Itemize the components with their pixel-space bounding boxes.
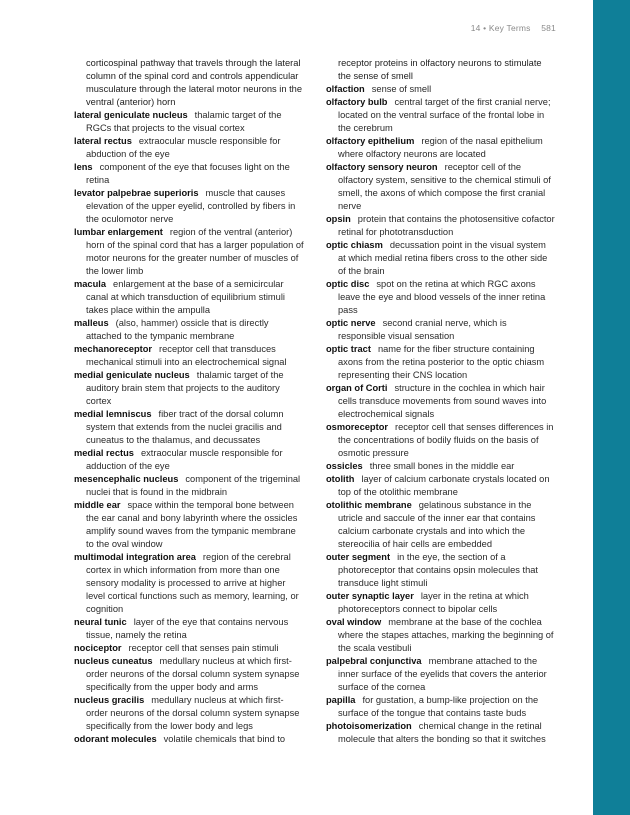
glossary-definition: (also, hammer) ossicle that is directly attached to the tympanic membrane [86,318,269,341]
glossary-definition: membrane attached to the inner surface of the eyelids that covers the anterior surface of the cornea [338,656,547,692]
glossary-entry [74,135,304,161]
glossary-definition: layer of the eye that contains nervous tissue, namely the retina [86,617,289,640]
glossary-definition: for gustation, a bump-like projection on the surface of the tongue that contains taste buds [338,695,539,718]
glossary-term: nociceptor [74,643,122,653]
glossary-entry [74,226,304,278]
glossary-entry [74,499,304,551]
glossary-entry [326,551,556,590]
glossary-term: lateral geniculate nucleus [74,110,188,120]
glossary-term: osmoreceptor [326,422,388,432]
glossary-definition: volatile chemicals that bind to [163,734,286,744]
glossary-term: photoisomerization [326,721,412,731]
glossary-definition: membrane at the base of the cochlea where the stapes attaches, marking the beginning of the scala vestibuli [338,617,554,653]
glossary-definition: extraocular muscle responsible for adduction of the eye [86,448,283,471]
glossary-term: olfaction [326,84,365,94]
glossary-term: macula [74,279,107,289]
glossary-definition: receptor cell that senses differences in the concentrations of bodily fluids on the basis of osmotic pressure [338,422,554,458]
glossary-term: otolithic membrane [326,500,412,510]
glossary-definition: thalamic target of the RGCs that projects to the visual cortex [86,110,282,133]
glossary-definition: component of the eye that focuses light on the retina [86,162,290,185]
glossary-definition: protein that contains the photosensitive cofactor retinal for phototransduction [338,214,555,237]
glossary-term: levator palpebrae superioris [74,188,199,198]
glossary-entry [74,694,304,733]
glossary-term: optic chiasm [326,240,383,250]
glossary-definition: gelatinous substance in the utricle and saccule of the inner ear that contains calcium carbonate crystals and into which the stereocilia of hair cells are embedded [338,500,536,549]
glossary-continuation: receptor proteins in olfactory neurons to stimulate the sense of smell [338,58,542,81]
glossary-definition: enlargement at the base of a semicircular canal at which transduction of equilibrium stimuli takes place within the ampulla [86,279,285,315]
glossary-entry [74,408,304,447]
glossary-entry [326,96,556,135]
chapter-color-bar [593,0,630,815]
glossary-entry [326,499,556,551]
glossary-term: middle ear [74,500,121,510]
glossary-entry [326,421,556,460]
glossary-definition: medullary nucleus at which first-order neurons of the dorsal column system synapse specifically from the upper body and arms [86,656,300,692]
glossary-term: optic nerve [326,318,376,328]
glossary-definition: muscle that causes elevation of the upper eyelid, controlled by fibers in the oculomotor nerve [86,188,296,224]
glossary-entry [74,616,304,642]
glossary-definition: name for the fiber structure containing axons from the retina posterior to the optic chiasm representing their CNS location [338,344,545,380]
glossary-entry [74,655,304,694]
glossary-entry [74,369,304,408]
glossary-term: nucleus gracilis [74,695,145,705]
glossary-entry [326,720,556,746]
glossary-term: olfactory epithelium [326,136,415,146]
glossary-entry [326,694,556,720]
glossary-entry [326,278,556,317]
page-number: 581 [541,23,556,33]
glossary-definition: chemical change in the retinal molecule that alters the bonding so that it switches [338,721,546,744]
glossary-term: optic disc [326,279,370,289]
glossary-definition: three small bones in the middle ear [369,461,515,471]
glossary-definition: receptor cell of the olfactory system, sensitive to the chemical stimuli of smell, the axons of which compose the first cranial nerve [338,162,551,211]
glossary-definition: layer of calcium carbonate crystals located on top of the otolithic membrane [338,474,550,497]
glossary-term: organ of Corti [326,383,388,393]
glossary-term: outer synaptic layer [326,591,414,601]
glossary-term: olfactory sensory neuron [326,162,438,172]
glossary-term: papilla [326,695,356,705]
glossary-definition: sense of smell [371,84,432,94]
glossary-definition: central target of the first cranial nerve; located on the ventral surface of the frontal lobe in the cerebrum [338,97,551,133]
glossary-term: palpebral conjunctiva [326,656,422,666]
glossary-entry [74,278,304,317]
glossary-entry [326,343,556,382]
glossary-term: ossicles [326,461,363,471]
glossary-term: oval window [326,617,382,627]
glossary-definition: region of the nasal epithelium where olfactory neurons are located [338,136,543,159]
glossary-term: medial rectus [74,448,134,458]
glossary-entry [326,135,556,161]
glossary-term: odorant molecules [74,734,157,744]
glossary-definition: component of the trigeminal nuclei that is found in the midbrain [86,474,301,497]
glossary-term: otolith [326,474,355,484]
left-column [74,57,304,746]
glossary-definition: medullary nucleus at which first-order neurons of the dorsal column system synapse specifically from the lower body and legs [86,695,300,731]
glossary-entry [326,317,556,343]
glossary-entry [326,655,556,694]
glossary-definition: fiber tract of the dorsal column system that extends from the nuclei gracilis and cuneatus to the thalamus, and decussates [86,409,284,445]
glossary-term: lens [74,162,93,172]
glossary-entry [326,239,556,278]
running-head [471,23,556,33]
glossary-entry [74,447,304,473]
glossary-definition: decussation point in the visual system at which medial retina fibers cross to the other side of the brain [338,240,548,276]
glossary-entry [74,109,304,135]
glossary-entry [326,213,556,239]
glossary-entry [326,590,556,616]
glossary-entry [74,317,304,343]
glossary-entry [326,616,556,655]
glossary-definition: layer in the retina at which photoreceptors connect to bipolar cells [338,591,529,614]
running-title: 14 • Key Terms [470,23,531,33]
glossary-term: nucleus cuneatus [74,656,153,666]
glossary-entry [74,187,304,226]
glossary-definition: spot on the retina at which RGC axons leave the eye and blood vessels of the inner retina pass [338,279,546,315]
glossary-term: lumbar enlargement [74,227,163,237]
glossary-term: medial lemniscus [74,409,152,419]
glossary-definition: in the eye, the section of a photoreceptor that contains opsin molecules that transduce light stimuli [338,552,539,588]
right-column [326,57,556,746]
glossary-definition: extraocular muscle responsible for abduction of the eye [86,136,281,159]
glossary-entry [74,473,304,499]
glossary-entry [74,733,304,746]
glossary-definition: thalamic target of the auditory brain stem that projects to the auditory cortex [86,370,284,406]
glossary-entry [74,343,304,369]
glossary-entry [326,83,556,96]
glossary-definition: second cranial nerve, which is responsible visual sensation [338,318,507,341]
glossary-term: olfactory bulb [326,97,388,107]
glossary-entry [74,161,304,187]
glossary-term: neural tunic [74,617,127,627]
glossary-term: outer segment [326,552,391,562]
glossary-entry [74,642,304,655]
glossary-term: malleus [74,318,109,328]
glossary-definition: structure in the cochlea in which hair cells transduce movements from sound waves into electrochemical signals [338,383,547,419]
glossary-term: mechanoreceptor [74,344,153,354]
glossary-term: multimodal integration area [74,552,196,562]
glossary-term: opsin [326,214,351,224]
glossary-term: mesencephalic nucleus [74,474,179,484]
glossary-definition: space within the temporal bone between the ear canal and bony labyrinth where the ossicles amplify sound waves from the tympanic membrane to the oval window [86,500,298,549]
glossary-entry [326,473,556,499]
glossary-entry [74,551,304,616]
glossary-definition: receptor cell that senses pain stimuli [128,643,279,653]
glossary-entry [326,161,556,213]
glossary-entry [326,460,556,473]
glossary-entry [326,382,556,421]
glossary-term: medial geniculate nucleus [74,370,190,380]
glossary-definition: receptor cell that transduces mechanical stimuli into an electrochemical signal [86,344,287,367]
glossary-continuation: corticospinal pathway that travels through the lateral column of the spinal cord and controls appendicular musculature through the lateral motor neurons in the ventral (anterior) horn [86,58,303,107]
glossary-term: lateral rectus [74,136,132,146]
glossary-term: optic tract [326,344,371,354]
glossary-definition: region of the cerebral cortex in which information from more than one sensory modality is processed to arrive at higher level cortical functions such as memory, learning, or cognition [86,552,299,614]
glossary-definition: region of the ventral (anterior) horn of the spinal cord that has a larger population of motor neurons for the greater number of muscles of the lower limb [86,227,304,276]
